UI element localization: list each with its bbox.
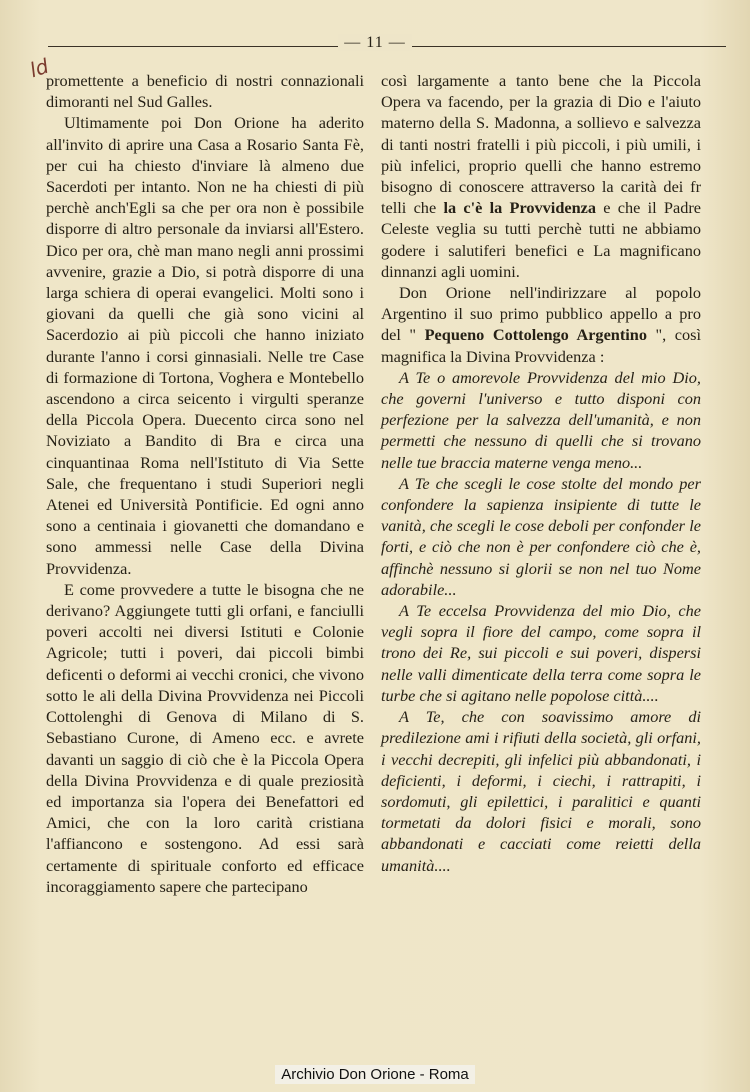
prayer-paragraph: A Te eccelsa Provvidenza del mio Dio, che vegli sopra il fiore del campo, come sopra il trono dei Re, sui piccoli e sui poveri, dispersi nelle valli dimenticate della terra come sopra le turbe che si agitano nelle popolose città.... [381,601,701,705]
paragraph: Don Orione nell'indirizzare al popolo Argentino il suo primo pubblico appello a pro del " Pequeno Cottolengo Argentino ", così magnifica la Divina Provvidenza : [381,283,702,366]
paragraph: Ultimamente poi Don Orione ha aderito all'invito di aprire una Casa a Rosario Santa Fè, per cui ha chiesto d'inviare là almeno due Sacerdoti per intanto. Non ne ha chiesti di più perchè anch'Egli sa che per ora non è possibile disporre di altro personale da inviarsi all'Estero. Dico per ora, chè man mano negli anni prossimi avvenire, grazie a Dio, si potrà disporre di una larga schiera di operai evangelici. Molti sono i giovani da quelli che già sono vicini al Sacerdozio ai più piccoli che hanno iniziato durante l'anno i corsi ginnasiali. Nelle tre Case di formazione di Tortona, Voghera e Montebello ascendono a circa seicento i virgulti speranze della Piccola Opera. Duecento circa sono nel Noviziato a Bandito di Bra e circa una cinquantinaa Roma nell'Istituto di Via Sette Sale, che frequentano i studi Superiori negli Atenei ed Università Pontificie. Ed ogni anno sono a centinaia i giovanetti che domandano e sono ammessi nelle Case della Divina Provvidenza. [46,113,364,578]
bold-phrase: Pequeno Cottolengo Argentino [424,325,647,345]
prayer-paragraph: A Te che scegli le cose stolte del mondo per confondere la sapienza insipiente di tutte le vanità, che scegli le cose deboli per confonder le forti, e ciò che non è per confondere ciò che è, affinchè nessuno si glorii se non nel tuo Nome adorabile... [381,473,701,599]
prayer-paragraph: A Te o amorevole Provvidenza del mio Dio, che governi l'universo e tutto disponi con perfezione per la salvezza dell'umanità, e non permetti che nessuno di quelli che si trovano nelle tue braccia materne venga meno... [381,367,701,472]
left-column [46,70,364,897]
prayer-paragraph: A Te, che con soavissimo amore di predilezione ami i rifiuti della società, gli orfani, i vecchi decrepiti, gli infelici più abbandonati, i deficienti, i deformi, i ciechi, i rattrapiti, i sordomuti, gli epilettici, i paralitici e quanti tormetati da dolori fisici e morali, sono abbandonati e cacciati come reietti della umanità.... [381,707,701,875]
margin-annotation: ld [26,53,52,83]
archive-footer: Archivio Don Orione - Roma [0,1066,750,1083]
paragraph: promettente a beneficio di nostri connazionali dimoranti nel Sud Galles. [46,71,364,112]
page-number: — 11 — [0,34,750,52]
paragraph: E come provvedere a tutte le bisogna che ne derivano? Aggiungete tutti gli orfani, e fanciulli poveri accolti nei diversi Istituti e Colonie Agricole; tutti i poveri, dai piccoli bimbi deficenti o deformi ai vecchi cronici, che vivono sotto le ali della Divina Provvidenza nei Piccoli Cottolenghi di Genova di Milano di S. Sebastiano Curone, di Ameno ecc. e avrete davanti un saggio di ciò che è la Piccola Opera della Divina Provvidenza e di quale preziosità ed importanza sia l'opera dei Benefattori ed Amici, che con la loro carità cristiana l'affiancono e sostengono. Ad essi sarà certamente di spirituale conforto ed efficace incoraggiamento sapere che partecipano [46,579,364,896]
right-column [381,70,701,876]
paragraph: così largamente a tanto bene che la Piccola Opera va facendo, per la grazia di Dio e l'aiuto materno della S. Madonna, a sollievo e salvezza di tanti nostri fratelli i più piccoli, i più umili, i più infelici, proprio quelli che hanno estremo bisogno di conoscere attraverso la carità dei fr telli che la c'è la Provvidenza e che il Padre Celeste veglia su tutti perchè tutti ne abbiamo godere i salutiferi benefici e La magnificano dinnanzi agli uomini. [381,71,701,281]
bold-phrase: la c'è la Provvidenza [443,198,597,218]
